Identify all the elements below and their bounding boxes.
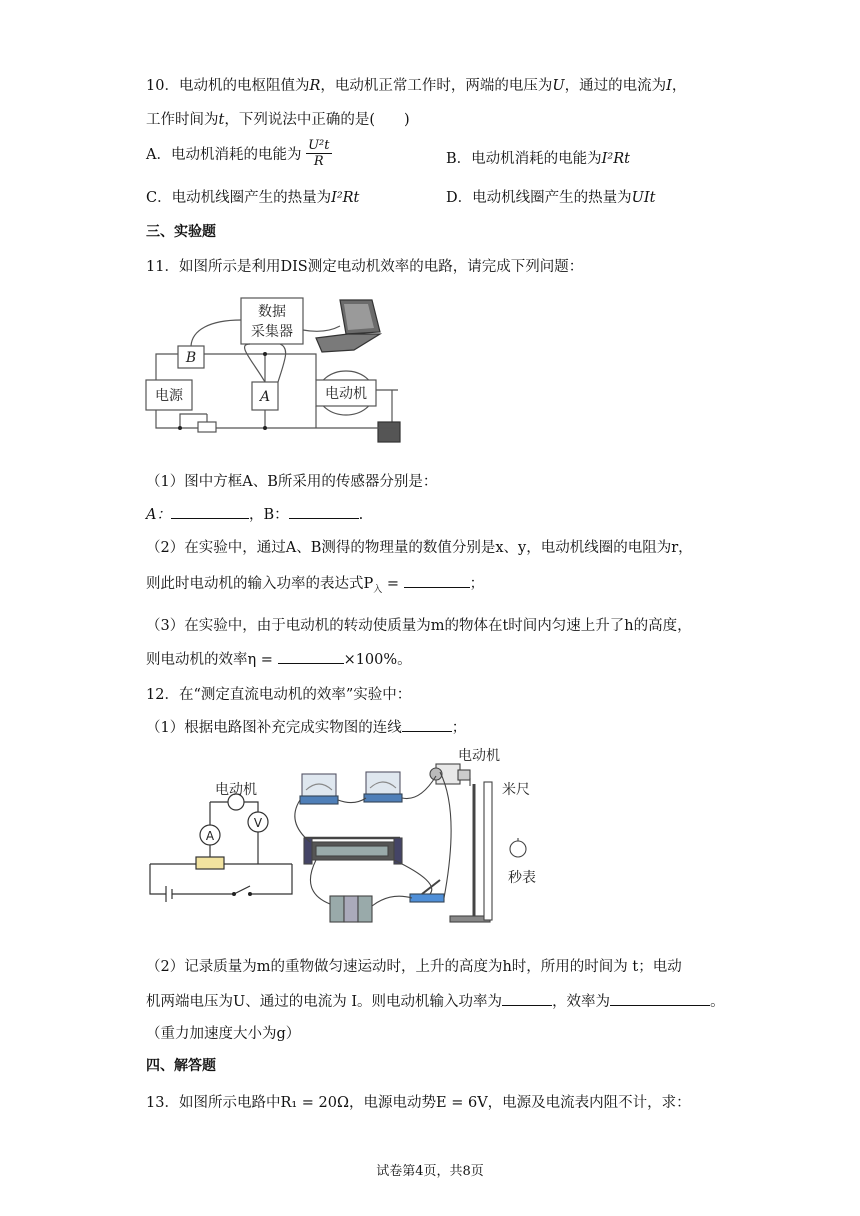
q12-apparatus-figure (140, 742, 590, 934)
q11-part1: （1）图中方框A、B所采用的传感器分别是： (146, 474, 438, 490)
q11-blank-efficiency (278, 649, 344, 664)
motor-device-icon (430, 764, 470, 784)
ammeter-device-icon (300, 774, 338, 804)
q12-voltmeter-label: V (253, 816, 263, 830)
q11-part2-line1: （2）在实验中，通过A、B测得的物理量的数值分别是x、y，电动机线圈的电阻为r， (146, 540, 693, 556)
q12-blank-power (502, 991, 552, 1006)
q12-ruler-label: 米尺 (502, 782, 530, 798)
q12-part2-line1: （2）记录质量为m的重物做匀速运动时，上升的高度为h时，所用的时间为 t；电动 (146, 959, 682, 975)
section-4-heading: 四、解答题 (146, 1058, 216, 1074)
q11-part2-line2: 则此时电动机的输入功率的表达式$P_入$ = ； (146, 572, 484, 595)
voltmeter-device-icon (364, 772, 402, 802)
q11-collector-label-2: 采集器 (251, 324, 293, 340)
q11-motor-label: 电动机 (325, 386, 367, 402)
q12-ammeter-label: A (205, 829, 215, 843)
q11-source-label: 电源 (155, 388, 183, 404)
q10-option-d: D．电动机线圈产生的热量为UIt (446, 190, 656, 206)
q11-blank-power (404, 573, 470, 588)
rheostat-device-icon (304, 838, 402, 864)
q12-note: （重力加速度大小为g） (146, 1026, 301, 1042)
q11-blank-b (289, 504, 359, 519)
switch-device-icon (410, 880, 444, 902)
q10-stem-line1: 10．电动机的电枢阻值为R，电动机正常工作时，两端的电压为U，通过的电流为I， (146, 78, 687, 94)
q10-option-a-fraction: $\frac{\text{U²t}}{R}$ (308, 138, 330, 169)
q11-part1-answer: A： ，B： . (146, 503, 363, 524)
laptop-icon (316, 300, 380, 352)
q11-part3-line1: （3）在实验中，由于电动机的转动使质量为m的物体在t时间内匀速上升了h的高度， (146, 618, 692, 634)
q11-blank-a (171, 504, 249, 519)
q10-option-c: C．电动机线圈产生的热量为I²Rt (146, 190, 360, 206)
section-3-heading: 三、实验题 (146, 224, 216, 240)
q12-motor-label-left: 电动机 (215, 782, 257, 798)
q12-motor-label-right: 电动机 (458, 748, 500, 764)
page-footer: 试卷第4页，共8页 (376, 1164, 484, 1179)
q10-option-b: B．电动机消耗的电能为I²Rt (446, 151, 630, 167)
q11-part3-line2: 则电动机的效率η = ×100%。 (146, 648, 412, 669)
q10-stem-line2: 工作时间为t，下列说法中正确的是( ) (146, 112, 410, 128)
stopwatch-icon (510, 838, 526, 857)
q11-box-a-label: A (259, 389, 271, 405)
q13-stem: 13．如图所示电路中R₁ = 20Ω，电源电动势E = 6V，电源及电流表内阻不计，求： (146, 1095, 691, 1111)
q10-option-a: A．电动机消耗的电能为 $\frac{\text{U²t}}{R}$ (146, 138, 330, 169)
q12-part1: （1）根据电路图补充完成实物图的连线 ； (146, 716, 466, 737)
q12-stopwatch-label: 秒表 (508, 870, 536, 886)
q12-blank-efficiency (610, 991, 710, 1006)
q11-box-b-label: B (185, 350, 197, 366)
q11-stem: 11．如图所示是利用DIS测定电动机效率的电路，请完成下列问题： (146, 259, 584, 275)
q12-blank-wiring (402, 717, 452, 732)
battery-device-icon (330, 896, 372, 922)
q11-collector-label-1: 数据 (258, 304, 286, 320)
q12-part2-line2: 机两端电压为U、通过的电流为 I。则电动机输入功率为 ，效率为 。 (146, 990, 725, 1011)
q12-stem: 12．在“测定直流电动机的效率”实验中： (146, 687, 412, 703)
q11-circuit-figure (140, 290, 410, 450)
